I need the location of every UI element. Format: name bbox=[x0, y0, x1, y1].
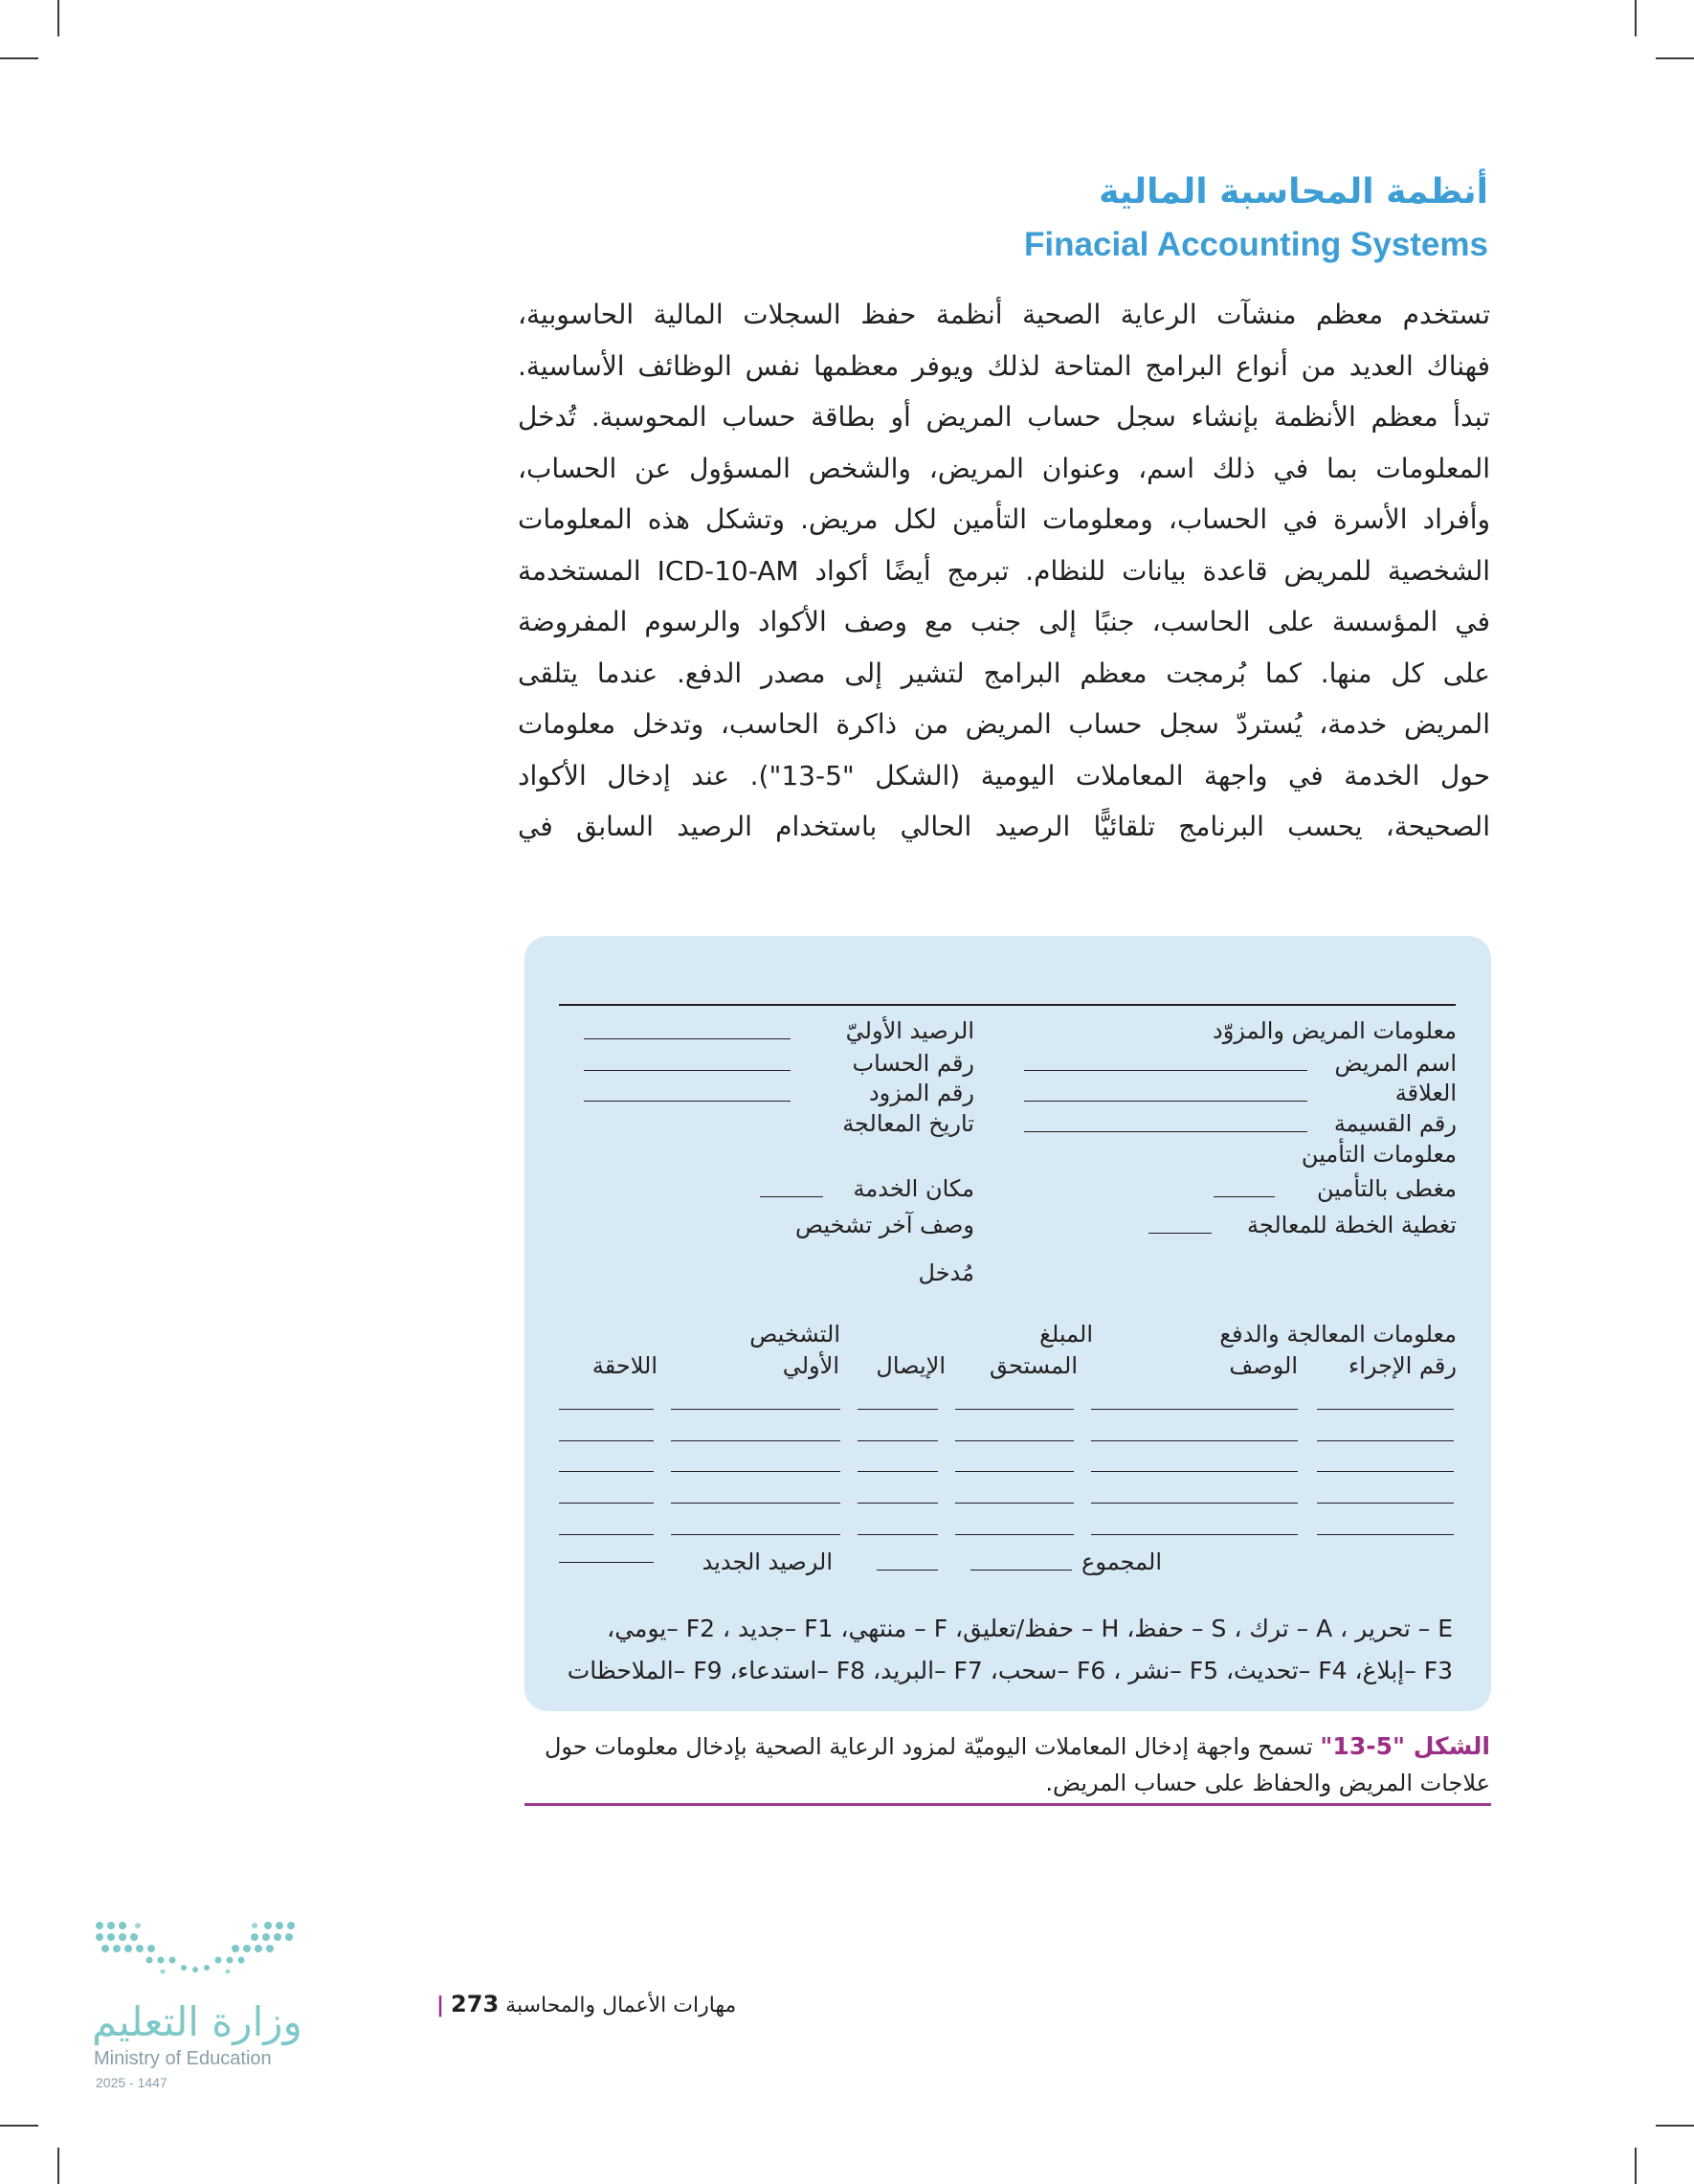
relation-label: العلاقة bbox=[1394, 1080, 1457, 1106]
body-line: حول الخدمة في واجهة المعاملات اليومية (الشكل "5-13"). عند إدخال الأكواد bbox=[518, 759, 1491, 791]
body-line: في المؤسسة على الحاسب، جنبًا إلى جنب مع وصف الأكواد والرسوم المفروضة bbox=[518, 606, 1490, 637]
body-line: تبدأ معظم الأنظمة بإنشاء سجل حساب المريض أو بطاقة حساب المحوسبة. تُدخل bbox=[518, 401, 1490, 433]
table-row bbox=[1317, 1534, 1454, 1535]
table-row bbox=[1317, 1503, 1454, 1504]
last-diagnosis-label: وصف آخر تشخيص bbox=[794, 1212, 974, 1238]
body-line: على كل منها. كما بُرمجت معظم البرامج لتشير إلى مصدر الدفع. عندما يتلقى bbox=[518, 657, 1490, 689]
table-row bbox=[559, 1503, 654, 1504]
crop-mark bbox=[57, 2148, 59, 2184]
section-title-english: Finacial Accounting Systems bbox=[1024, 226, 1488, 263]
table-row bbox=[671, 1503, 840, 1504]
figure-caption bbox=[518, 1728, 1490, 1801]
table-row bbox=[858, 1471, 938, 1472]
figure-label: الشكل "5-13" bbox=[1320, 1732, 1490, 1760]
table-row bbox=[1091, 1534, 1298, 1535]
table-row bbox=[955, 1503, 1074, 1504]
crop-mark bbox=[1635, 2148, 1637, 2184]
table-row bbox=[1317, 1409, 1454, 1410]
body-paragraph bbox=[518, 289, 1490, 853]
service-place-label: مكان الخدمة bbox=[853, 1175, 974, 1202]
patient-provider-header: معلومات المريض والمزوّد bbox=[1213, 1017, 1457, 1044]
table-row bbox=[955, 1471, 1074, 1472]
ministry-name-arabic: وزارة التعليم bbox=[92, 1998, 302, 2045]
service-place-line bbox=[760, 1196, 823, 1197]
col-amount-line1: المبلغ bbox=[1039, 1321, 1093, 1348]
table-row bbox=[559, 1534, 654, 1535]
col-amount-line2: المستحق bbox=[989, 1352, 1078, 1379]
treatment-payment-header: معلومات المعالجة والدفع bbox=[1219, 1321, 1457, 1348]
table-row bbox=[671, 1534, 840, 1535]
receipt-total-line bbox=[877, 1570, 938, 1571]
crop-mark bbox=[1635, 0, 1637, 36]
function-keys-line1: E – تحرير ، A – ترك ، S – حفظ، H – حفظ/تعليق، F – منتهي، F1 –جديد ، F2 –يومي، bbox=[607, 1615, 1453, 1642]
table-row bbox=[1317, 1440, 1454, 1441]
table-row bbox=[559, 1409, 654, 1410]
col-diagnosis-line2: الأولي bbox=[782, 1352, 839, 1379]
body-line: المريض خدمة، يُستردّ سجل حساب المريض من ذاكرة الحاسب، وتدخل معلومات bbox=[518, 708, 1490, 740]
page-number: 273 bbox=[451, 1991, 500, 2017]
total-label: المجموع bbox=[1081, 1549, 1162, 1575]
table-row bbox=[1317, 1471, 1454, 1472]
insured-label: مغطى بالتأمين bbox=[1317, 1175, 1457, 1202]
new-balance-label: الرصيد الجديد bbox=[702, 1549, 833, 1575]
col-description: الوصف bbox=[1229, 1352, 1298, 1379]
form-top-rule bbox=[559, 1004, 1456, 1006]
ministry-name-english: Ministry of Education bbox=[94, 2048, 272, 2069]
patient-name-line bbox=[1024, 1070, 1307, 1071]
table-row bbox=[955, 1440, 1074, 1441]
treatment-date-label: تاريخ المعالجة bbox=[842, 1110, 974, 1137]
body-line: المعلومات بما في ذلك اسم، وعنوان المريض، والشخص المسؤول عن الحساب، bbox=[518, 452, 1490, 484]
table-row bbox=[1091, 1440, 1298, 1441]
body-line: تستخدم معظم منشآت الرعاية الصحية أنظمة حفظ السجلات المالية الحاسوبية، bbox=[518, 299, 1490, 330]
table-row bbox=[858, 1503, 938, 1504]
section-title-arabic: أنظمة المحاسبة المالية bbox=[1099, 172, 1488, 212]
table-row bbox=[1091, 1471, 1298, 1472]
table-row bbox=[1091, 1503, 1298, 1504]
total-line bbox=[970, 1570, 1072, 1571]
table-row bbox=[671, 1471, 840, 1472]
provider-number-line bbox=[584, 1101, 791, 1102]
plan-coverage-line bbox=[1148, 1233, 1212, 1234]
table-row bbox=[858, 1440, 938, 1441]
edition-year: 2025 - 1447 bbox=[96, 2075, 167, 2090]
book-title: مهارات الأعمال والمحاسبة bbox=[505, 1994, 737, 2017]
account-number-label: رقم الحساب bbox=[852, 1050, 974, 1077]
table-row bbox=[559, 1471, 654, 1472]
body-line: فهناك العديد من أنواع البرامج المتاحة لذلك ويوفر معظمها نفس الوظائف الأساسية. bbox=[518, 349, 1490, 382]
table-row bbox=[858, 1409, 938, 1410]
insured-line bbox=[1214, 1196, 1275, 1197]
col-subsequent: اللاحقة bbox=[591, 1352, 658, 1379]
voucher-label: رقم القسيمة bbox=[1333, 1110, 1457, 1137]
col-procedure-number: رقم الإجراء bbox=[1348, 1352, 1457, 1379]
body-line: وأفراد الأسرة في الحساب، ومعلومات التأمين لكل مريض. وتشكل هذه المعلومات bbox=[518, 503, 1490, 535]
col-diagnosis-line1: التشخيص bbox=[749, 1321, 840, 1348]
insurance-info-label: معلومات التأمين bbox=[1301, 1141, 1457, 1168]
figure-caption-text: تسمح واجهة إدخال المعاملات اليوميّة لمزود الرعاية الصحية بإدخال معلومات حول علاجات المريض والحفاظ على حساب المريض. bbox=[544, 1733, 1490, 1796]
table-row bbox=[955, 1409, 1074, 1410]
crop-mark bbox=[1656, 57, 1694, 59]
crop-mark bbox=[0, 2125, 38, 2127]
caption-rule bbox=[524, 1803, 1491, 1806]
account-number-line bbox=[584, 1070, 791, 1071]
page-footer bbox=[436, 1991, 736, 2017]
table-row bbox=[671, 1440, 840, 1441]
plan-coverage-label: تغطية الخطة للمعالجة bbox=[1246, 1212, 1457, 1238]
col-receipt: الإيصال bbox=[876, 1352, 946, 1379]
crop-mark bbox=[0, 57, 38, 59]
table-row bbox=[559, 1440, 654, 1441]
entered-label: مُدخل bbox=[918, 1259, 974, 1286]
crop-mark bbox=[1656, 2125, 1694, 2127]
table-row bbox=[955, 1534, 1074, 1535]
body-line: الشخصية للمريض قاعدة بيانات للنظام. تبرمج أيضًا أكواد ICD-10-AM المستخدمة bbox=[518, 554, 1491, 587]
voucher-line bbox=[1024, 1131, 1307, 1132]
table-row bbox=[671, 1409, 840, 1410]
patient-name-label: اسم المريض bbox=[1334, 1050, 1457, 1077]
footer-separator: | bbox=[436, 1994, 445, 2017]
function-keys-line2: F3 –إبلاغ، F4 –تحديث، F5 –نشر ، F6 –سحب، F7 –البريد، F8 –استدعاء، F9 –الملاحظات bbox=[567, 1657, 1453, 1684]
body-line: الصحيحة، يحسب البرنامج تلقائيًّا الرصيد الحالي باستخدام الرصيد السابق في bbox=[518, 811, 1490, 842]
initial-balance-label: الرصيد الأوليّ bbox=[845, 1017, 974, 1044]
table-row bbox=[858, 1534, 938, 1535]
provider-number-label: رقم المزود bbox=[868, 1080, 974, 1106]
relation-line bbox=[1024, 1101, 1307, 1102]
table-row bbox=[1091, 1409, 1298, 1410]
new-balance-line bbox=[559, 1562, 654, 1563]
initial-balance-line bbox=[584, 1038, 791, 1039]
crop-mark bbox=[57, 0, 59, 36]
